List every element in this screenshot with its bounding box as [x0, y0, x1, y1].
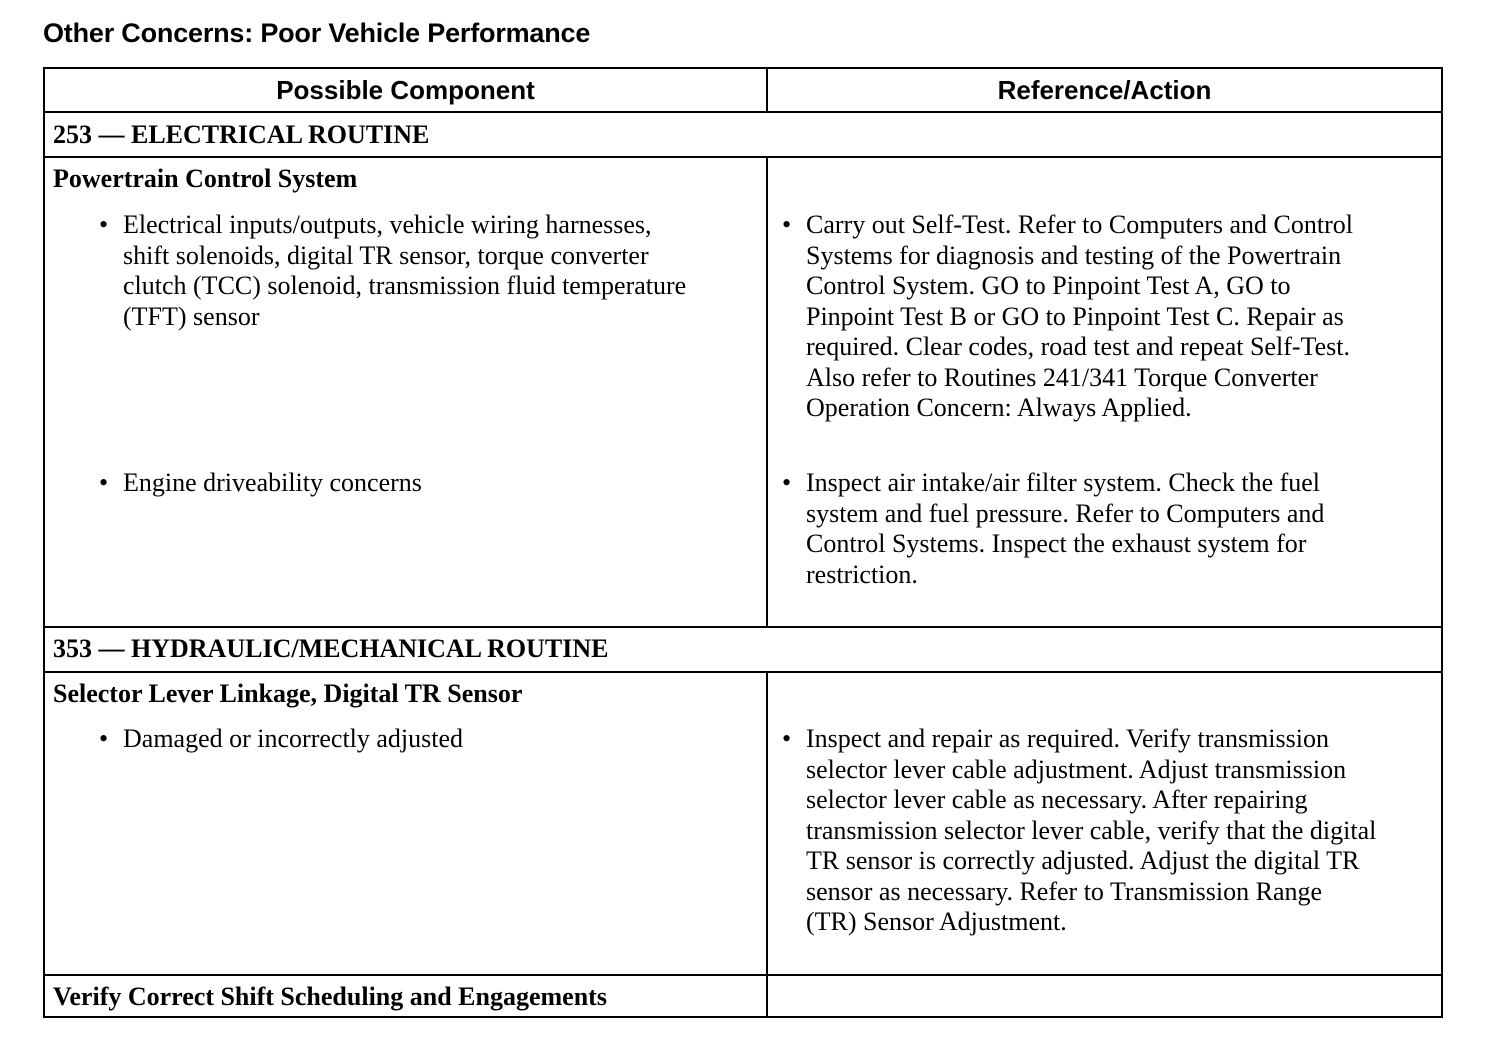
bullet-icon: • [782, 724, 792, 753]
header-possible-component: Possible Component [276, 74, 535, 105]
text-line: selector lever cable adjustment. Adjust transmission [806, 754, 1347, 784]
final-row-label: Verify Correct Shift Scheduling and Engagements [53, 982, 607, 1011]
text-line: Inspect air intake/air filter system. Check the fuel [806, 468, 1321, 497]
text-line: Operation Concern: Always Applied. [806, 393, 1192, 422]
text-line: restriction. [806, 559, 918, 589]
text-line: Inspect and repair as required. Verify transmission [806, 724, 1329, 753]
bullet-icon: • [99, 210, 109, 239]
component-group-title: Selector Lever Linkage, Digital TR Sensor [53, 679, 523, 708]
bullet-icon: • [782, 210, 792, 239]
text-line: clutch (TCC) solenoid, transmission fluid temperature [123, 271, 687, 300]
text-line: shift solenoids, digital TR sensor, torque converter [123, 240, 649, 270]
column-divider [766, 158, 768, 626]
section-heading-row [45, 628, 1441, 673]
table-header-row [45, 69, 1441, 113]
text-line: system and fuel pressure. Refer to Computers and [806, 498, 1325, 528]
text-line: Electrical inputs/outputs, vehicle wiring harnesses, [123, 210, 652, 239]
section-heading: 353 — HYDRAULIC/MECHANICAL ROUTINE [53, 634, 609, 663]
text-line: Control System. GO to Pinpoint Test A, GO to [806, 271, 1291, 300]
text-line: Pinpoint Test B or GO to Pinpoint Test C. Repair as [806, 301, 1344, 331]
final-row [45, 976, 1441, 1016]
text-line: (TR) Sensor Adjustment. [806, 907, 1067, 936]
bullet-icon: • [99, 468, 109, 497]
text-line: Engine driveability concerns [123, 468, 422, 497]
text-line: Also refer to Routines 241/341 Torque Converter [806, 362, 1318, 392]
section-body-row [45, 158, 1441, 628]
bullet-icon: • [782, 468, 792, 497]
column-divider [766, 976, 768, 1016]
text-line: (TFT) sensor [123, 301, 260, 331]
text-line: Damaged or incorrectly adjusted [123, 724, 464, 753]
text-line: transmission selector lever cable, verify that the digital [806, 815, 1377, 845]
section-heading: 253 — ELECTRICAL ROUTINE [53, 120, 430, 149]
text-line: TR sensor is correctly adjusted. Adjust the digital TR [806, 846, 1360, 875]
header-reference-action: Reference/Action [997, 74, 1212, 105]
component-group-title: Powertrain Control System [53, 164, 358, 193]
section-heading-row [45, 113, 1441, 158]
text-line: sensor as necessary. Refer to Transmission Range [806, 876, 1323, 906]
concerns-table [43, 67, 1443, 1018]
column-divider [766, 673, 768, 974]
page-title: Other Concerns: Poor Vehicle Performance [43, 18, 591, 48]
bullet-icon: • [99, 724, 109, 753]
text-line: required. Clear codes, road test and repeat Self-Test. [806, 332, 1350, 361]
text-line: Carry out Self-Test. Refer to Computers and Control [806, 210, 1353, 239]
text-line: Control Systems. Inspect the exhaust system for [806, 529, 1307, 558]
text-line: selector lever cable as necessary. After repairing [806, 785, 1308, 814]
section-body-row [45, 673, 1441, 976]
text-line: Systems for diagnosis and testing of the Powertrain [806, 240, 1342, 270]
